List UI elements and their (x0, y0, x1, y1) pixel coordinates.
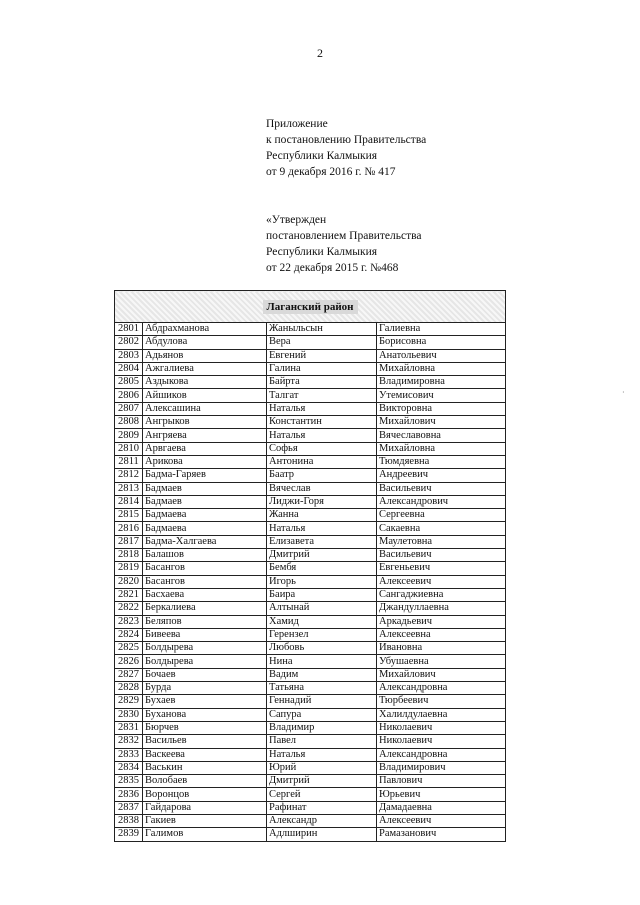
row-number-cell: 2815 (115, 509, 143, 522)
first-name-cell: Галина (267, 362, 377, 375)
row-number-cell: 2827 (115, 668, 143, 681)
last-name-cell: Гакиев (143, 814, 267, 827)
row-number-cell: 2814 (115, 495, 143, 508)
last-name-cell: Беляпов (143, 615, 267, 628)
patronymic-cell: Алексеевич (377, 575, 506, 588)
last-name-cell: Арикова (143, 455, 267, 468)
table-row (115, 349, 506, 362)
table-row (115, 814, 506, 827)
last-name-cell: Васкеева (143, 748, 267, 761)
table-row (115, 469, 506, 482)
last-name-cell: Басангов (143, 562, 267, 575)
first-name-cell: Баатр (267, 469, 377, 482)
row-number-cell: 2806 (115, 389, 143, 402)
table-row (115, 801, 506, 814)
table-row (115, 535, 506, 548)
row-number-cell: 2818 (115, 549, 143, 562)
table-row (115, 389, 506, 402)
first-name-cell: Геннадий (267, 695, 377, 708)
table-row (115, 721, 506, 734)
first-name-cell: Талгат (267, 389, 377, 402)
patronymic-cell: Тюрбеевич (377, 695, 506, 708)
region-header-row (115, 291, 506, 323)
row-number-cell: 2816 (115, 522, 143, 535)
table-row (115, 442, 506, 455)
patronymic-cell: Рамазанович (377, 828, 506, 841)
patronymic-cell: Андреевич (377, 469, 506, 482)
last-name-cell: Бадма-Халгаева (143, 535, 267, 548)
last-name-cell: Арвгаева (143, 442, 267, 455)
last-name-cell: Ажгалиева (143, 362, 267, 375)
patronymic-cell: Ивановна (377, 642, 506, 655)
row-number-cell: 2831 (115, 721, 143, 734)
patronymic-cell: Анатольевич (377, 349, 506, 362)
patronymic-cell: Юрьевич (377, 788, 506, 801)
table-row (115, 495, 506, 508)
table-row (115, 323, 506, 336)
first-name-cell: Жанна (267, 509, 377, 522)
patronymic-cell: Алексеевна (377, 628, 506, 641)
approved-line: постановлением Правительства (266, 230, 422, 242)
table-row (115, 588, 506, 601)
table-row (115, 575, 506, 588)
first-name-cell: Павел (267, 735, 377, 748)
first-name-cell: Антонина (267, 455, 377, 468)
first-name-cell: Наталья (267, 402, 377, 415)
table-row (115, 708, 506, 721)
table-row (115, 682, 506, 695)
patronymic-cell: Николаевич (377, 735, 506, 748)
row-number-cell: 2813 (115, 482, 143, 495)
row-number-cell: 2836 (115, 788, 143, 801)
row-number-cell: 2829 (115, 695, 143, 708)
first-name-cell: Евгений (267, 349, 377, 362)
patronymic-cell: Вячеславовна (377, 429, 506, 442)
row-number-cell: 2830 (115, 708, 143, 721)
patronymic-cell: Александровна (377, 748, 506, 761)
patronymic-cell: Васильевич (377, 549, 506, 562)
last-name-cell: Басхаева (143, 588, 267, 601)
patronymic-cell: Васильевич (377, 482, 506, 495)
table-row (115, 509, 506, 522)
first-name-cell: Жаныльсын (267, 323, 377, 336)
last-name-cell: Галимов (143, 828, 267, 841)
table-row (115, 602, 506, 615)
first-name-cell: Бембя (267, 562, 377, 575)
patronymic-cell: Владимирович (377, 761, 506, 774)
row-number-cell: 2804 (115, 362, 143, 375)
row-number-cell: 2822 (115, 602, 143, 615)
last-name-cell: Аздыкова (143, 376, 267, 389)
appendix-line: к постановлению Правительства (266, 134, 427, 146)
last-name-cell: Айшиков (143, 389, 267, 402)
last-name-cell: Воронцов (143, 788, 267, 801)
first-name-cell: Дмитрий (267, 775, 377, 788)
patronymic-cell: Евгеньевич (377, 562, 506, 575)
row-number-cell: 2837 (115, 801, 143, 814)
first-name-cell: Наталья (267, 748, 377, 761)
first-name-cell: Игорь (267, 575, 377, 588)
patronymic-cell: Джандуллаевна (377, 602, 506, 615)
last-name-cell: Басангов (143, 575, 267, 588)
last-name-cell: Адьянов (143, 349, 267, 362)
patronymic-cell: Галиевна (377, 323, 506, 336)
patronymic-cell: Павлович (377, 775, 506, 788)
first-name-cell: Софья (267, 442, 377, 455)
row-number-cell: 2833 (115, 748, 143, 761)
row-number-cell: 2838 (115, 814, 143, 827)
first-name-cell: Любовь (267, 642, 377, 655)
last-name-cell: Волобаев (143, 775, 267, 788)
patronymic-cell: Аркадьевич (377, 615, 506, 628)
patronymic-cell: Александровна (377, 682, 506, 695)
patronymic-cell: Алексеевич (377, 814, 506, 827)
row-number-cell: 2826 (115, 655, 143, 668)
row-number-cell: 2811 (115, 455, 143, 468)
appendix-line: от 9 декабря 2016 г. № 417 (266, 166, 396, 178)
first-name-cell: Вадим (267, 668, 377, 681)
first-name-cell: Юрий (267, 761, 377, 774)
table-row (115, 695, 506, 708)
row-number-cell: 2824 (115, 628, 143, 641)
table-row (115, 775, 506, 788)
row-number-cell: 2834 (115, 761, 143, 774)
last-name-cell: Бадмаева (143, 509, 267, 522)
approved-line: Республики Калмыкия (266, 246, 378, 258)
table-row (115, 362, 506, 375)
first-name-cell: Наталья (267, 429, 377, 442)
first-name-cell: Сапура (267, 708, 377, 721)
patronymic-cell: Сергеевна (377, 509, 506, 522)
margin-mark: · (622, 388, 625, 397)
table-row (115, 828, 506, 841)
first-name-cell: Константин (267, 416, 377, 429)
last-name-cell: Буханова (143, 708, 267, 721)
first-name-cell: Татьяна (267, 682, 377, 695)
table-row (115, 748, 506, 761)
patronymic-cell: Михайлович (377, 416, 506, 429)
approved-line: от 22 декабря 2015 г. №468 (266, 262, 399, 274)
row-number-cell: 2821 (115, 588, 143, 601)
page-number: 2 (317, 46, 323, 60)
first-name-cell: Герензел (267, 628, 377, 641)
appendix-header (266, 116, 426, 180)
patronymic-cell: Сангаджиевна (377, 588, 506, 601)
last-name-cell: Ангрыков (143, 416, 267, 429)
patronymic-cell: Михайлович (377, 668, 506, 681)
last-name-cell: Ангряева (143, 429, 267, 442)
last-name-cell: Бивеева (143, 628, 267, 641)
first-name-cell: Баира (267, 588, 377, 601)
approved-line: «Утвержден (266, 214, 327, 226)
last-name-cell: Васильев (143, 735, 267, 748)
approved-header (266, 212, 422, 276)
last-name-cell: Болдырева (143, 642, 267, 655)
first-name-cell: Нина (267, 655, 377, 668)
table-row (115, 549, 506, 562)
first-name-cell: Елизавета (267, 535, 377, 548)
last-name-cell: Абдулова (143, 336, 267, 349)
row-number-cell: 2812 (115, 469, 143, 482)
table-row (115, 482, 506, 495)
region-header-cell (115, 291, 506, 323)
table-row (115, 562, 506, 575)
table-row (115, 628, 506, 641)
table-row (115, 788, 506, 801)
first-name-cell: Лиджи-Горя (267, 495, 377, 508)
patronymic-cell: Маулетовна (377, 535, 506, 548)
table-row (115, 655, 506, 668)
last-name-cell: Бадмаев (143, 482, 267, 495)
row-number-cell: 2801 (115, 323, 143, 336)
registry-table (114, 290, 506, 842)
last-name-cell: Бадма-Гаряев (143, 469, 267, 482)
table-row (115, 522, 506, 535)
row-number-cell: 2832 (115, 735, 143, 748)
patronymic-cell: Борисовна (377, 336, 506, 349)
table-row (115, 336, 506, 349)
last-name-cell: Абдрахманова (143, 323, 267, 336)
table-row (115, 402, 506, 415)
last-name-cell: Бадмаева (143, 522, 267, 535)
row-number-cell: 2828 (115, 682, 143, 695)
row-number-cell: 2802 (115, 336, 143, 349)
row-number-cell: 2805 (115, 376, 143, 389)
table-row (115, 416, 506, 429)
last-name-cell: Васькин (143, 761, 267, 774)
row-number-cell: 2819 (115, 562, 143, 575)
first-name-cell: Вера (267, 336, 377, 349)
appendix-line: Приложение (266, 118, 328, 130)
first-name-cell: Александр (267, 814, 377, 827)
last-name-cell: Гайдарова (143, 801, 267, 814)
region-name: Лаганский район (263, 300, 358, 314)
first-name-cell: Хамид (267, 615, 377, 628)
patronymic-cell: Сакаевна (377, 522, 506, 535)
table-row (115, 376, 506, 389)
row-number-cell: 2835 (115, 775, 143, 788)
table-row (115, 735, 506, 748)
first-name-cell: Адлширин (267, 828, 377, 841)
last-name-cell: Бадмаев (143, 495, 267, 508)
patronymic-cell: Викторовна (377, 402, 506, 415)
last-name-cell: Балашов (143, 549, 267, 562)
patronymic-cell: Тюмдяевна (377, 455, 506, 468)
appendix-line: Республики Калмыкия (266, 150, 378, 162)
row-number-cell: 2808 (115, 416, 143, 429)
table-row (115, 642, 506, 655)
first-name-cell: Байрта (267, 376, 377, 389)
first-name-cell: Вячеслав (267, 482, 377, 495)
patronymic-cell: Владимировна (377, 376, 506, 389)
last-name-cell: Бочаев (143, 668, 267, 681)
first-name-cell: Сергей (267, 788, 377, 801)
last-name-cell: Бурда (143, 682, 267, 695)
last-name-cell: Болдырева (143, 655, 267, 668)
last-name-cell: Алексашина (143, 402, 267, 415)
first-name-cell: Владимир (267, 721, 377, 734)
last-name-cell: Бухаев (143, 695, 267, 708)
row-number-cell: 2803 (115, 349, 143, 362)
patronymic-cell: Александрович (377, 495, 506, 508)
row-number-cell: 2839 (115, 828, 143, 841)
first-name-cell: Дмитрий (267, 549, 377, 562)
patronymic-cell: Халилдулаевна (377, 708, 506, 721)
patronymic-cell: Дамадаевна (377, 801, 506, 814)
table-row (115, 668, 506, 681)
row-number-cell: 2810 (115, 442, 143, 455)
table-row (115, 761, 506, 774)
last-name-cell: Беркалиева (143, 602, 267, 615)
patronymic-cell: Утемисович (377, 389, 506, 402)
row-number-cell: 2809 (115, 429, 143, 442)
first-name-cell: Алтынай (267, 602, 377, 615)
patronymic-cell: Николаевич (377, 721, 506, 734)
table-row (115, 429, 506, 442)
first-name-cell: Наталья (267, 522, 377, 535)
row-number-cell: 2825 (115, 642, 143, 655)
row-number-cell: 2817 (115, 535, 143, 548)
patronymic-cell: Михайловна (377, 362, 506, 375)
patronymic-cell: Убушаевна (377, 655, 506, 668)
last-name-cell: Бюрчев (143, 721, 267, 734)
table-row (115, 615, 506, 628)
first-name-cell: Рафинат (267, 801, 377, 814)
table-row (115, 455, 506, 468)
row-number-cell: 2807 (115, 402, 143, 415)
row-number-cell: 2823 (115, 615, 143, 628)
row-number-cell: 2820 (115, 575, 143, 588)
patronymic-cell: Михайловна (377, 442, 506, 455)
